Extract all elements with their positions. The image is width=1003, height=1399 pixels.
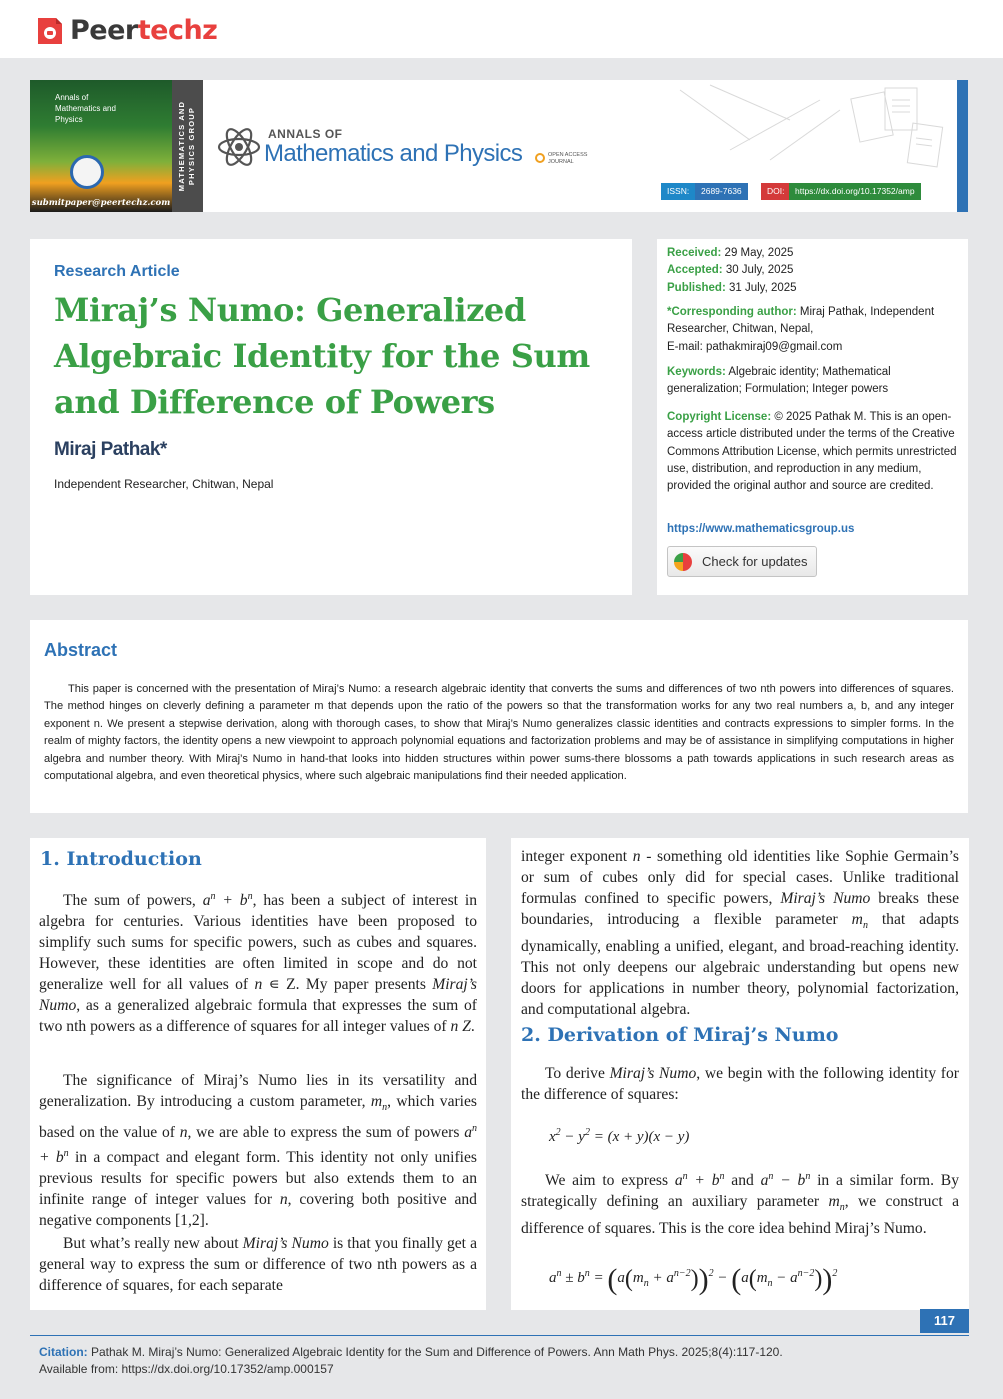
abstract-heading: Abstract xyxy=(44,640,118,660)
section-heading-derivation: 2. Derivation of Miraj’s Numo xyxy=(521,1024,839,1046)
citation-label: Citation: xyxy=(39,1345,88,1359)
published-date: 31 July, 2025 xyxy=(728,281,797,294)
intro-paragraph-2 xyxy=(39,1070,477,1231)
open-access-label xyxy=(548,152,587,165)
check-updates-label: Check for updates xyxy=(702,554,808,569)
abstract-text: This paper is concerned with the presentation of Miraj’s Numo: a research algebraic identity that converts the sums and differences of two nth powers into differences of squares. The method hinges on cleverly defining a parameter m that depends upon the ratio of the powers so that the transformation works for any two real numbers a, b, and any integer exponent n. We present a stepwise derivation, along with thorough cases, to show that Miraj’s Numo generalizes classic identities and contracts expressions to simpler forms. In the realm of mighty factors, the identity opens a new viewpoint to approach polynomial equations and factorization problems and may be of assistance in simplifying computations in higher algebra and number theory. With Miraj’s Numo in hand-that looks into hidden structures within power sums-there blossoms a path towards applications in such research areas as computational algebra, and even theoretical physics, where such algebraic manipulations find their needed application. xyxy=(44,683,954,783)
text-run-italic: Miraj’s Numo xyxy=(780,890,871,907)
math-sum-powers: $a^n + b^n$ xyxy=(674,1171,725,1190)
published-label: Published: xyxy=(667,281,726,294)
accepted-label: Accepted: xyxy=(667,264,723,277)
math-n: n xyxy=(632,848,641,865)
math-sum-powers: $a^n + b^n$ xyxy=(39,1123,477,1167)
text-run: , covering both positive and negative components [1,2]. xyxy=(39,1191,477,1230)
text-run: , as a generalized algebraic formula that expresses the sum of two nth powers as a difference of squares for all integer values of xyxy=(39,997,477,1036)
math-n-in-z: n xyxy=(254,976,263,994)
decorative-document-icons xyxy=(670,80,960,180)
math-n: n xyxy=(279,1191,288,1209)
text-run: The sum of powers, xyxy=(63,892,203,910)
author-affiliation: Independent Researcher, Chitwan, Nepal xyxy=(54,477,274,491)
copyright-text: © 2025 Pathak M. This is an open-access article distributed under the terms of the Creative Commons Attribution License, which permits unrestricted use, distribution, and reproduction in any medium, provided the original author and source are credited. xyxy=(667,411,957,493)
oa-line: JOURNAL xyxy=(548,158,574,165)
accepted-row xyxy=(667,262,959,279)
text-run: integer exponent xyxy=(521,848,633,865)
math-diff-powers: $a^n - b^n$ xyxy=(760,1171,811,1190)
doi-link[interactable]: https://dx.doi.org/10.17352/amp xyxy=(789,183,921,200)
derivation-paragraph-1 xyxy=(521,1063,959,1105)
text-run-italic: Miraj’s Numo xyxy=(242,1235,329,1252)
banner-accent-strip xyxy=(957,80,968,212)
keywords-text: Algebraic identity; Mathematical generalization; Formulation; Integer powers xyxy=(667,366,891,396)
text-run: We aim to express xyxy=(545,1172,675,1190)
text-run: , has been a subject of interest in algebra for centuries. Various identities have been proposed to simplify such sums for specific powers, such as cubes and squares. However, these identities are often limited in scope and do not generalize well for all values of xyxy=(39,892,477,994)
text-run: in a compact and elegant form. This identity not only unifies previous results for specific powers but also extends them to an infinite range of integer values for xyxy=(39,1149,477,1209)
citation-block xyxy=(39,1344,959,1378)
title-card xyxy=(30,239,632,595)
received-date: 29 May, 2025 xyxy=(724,247,794,259)
corresponding-author xyxy=(667,304,959,356)
received-label: Received: xyxy=(667,247,722,259)
check-updates-icon xyxy=(674,553,692,571)
publisher-header xyxy=(0,0,1003,58)
intro-paragraph-3 xyxy=(39,1233,477,1296)
text-run-italic: Miraj’s Numo xyxy=(39,976,477,1015)
issn-badge xyxy=(661,183,751,200)
right-column xyxy=(511,838,969,1310)
cover-title-line: Mathematics and xyxy=(55,104,116,113)
math-m-n: $m_n$ xyxy=(828,1193,845,1214)
text-run: and xyxy=(724,1172,761,1190)
received-row xyxy=(667,245,959,262)
atom-icon xyxy=(216,120,262,174)
copyright-block xyxy=(667,409,959,495)
text-run: The significance of Miraj’s Numo lies in its versatility and generalization. By introducing a custom parameter, xyxy=(39,1072,477,1110)
citation-text: Pathak M. Miraj’s Numo: Generalized Algebraic Identity for the Sum and Difference of Powers. Ann Math Phys. 2025;8(4):117-120. xyxy=(91,1345,783,1359)
cover-title xyxy=(55,92,116,125)
text-run: , we begin with the following identity for the difference of squares: xyxy=(521,1065,959,1103)
article-dates xyxy=(667,245,959,297)
copyright-label: Copyright License: xyxy=(667,411,772,423)
math-m-n: $m_n$ xyxy=(370,1093,388,1114)
section-heading-introduction: 1. Introduction xyxy=(40,848,202,870)
journal-banner xyxy=(30,80,968,212)
math-m-n: $m_n$ xyxy=(851,911,868,932)
group-tab xyxy=(172,80,203,212)
issn-label: ISSN: xyxy=(661,183,695,200)
text-run: To derive xyxy=(545,1065,610,1082)
journal-title-small: ANNALS OF xyxy=(268,127,343,141)
intro-paragraph-1: The sum of powers, $a^n + b^n$, has been a subject of interest in algebra for centuries. Various identities have been proposed to simplify such sums for specific powers, such as cubes and squares. However, these identities are often limited in scope and do not generalize well for all values of n ∊ Z. My paper presents Miraj’s Numo, as a generalized algebraic formula that expresses the sum of two nth powers as a difference of squares for all integer values of n Z. xyxy=(39,891,477,1036)
author-email[interactable]: E-mail: pathakmiraj09@gmail.com xyxy=(667,340,843,353)
journal-title: Mathematics and Physics xyxy=(264,140,523,167)
article-title: Miraj’s Numo: Generalized Algebraic Identity for the Sum and Difference of Powers xyxy=(54,291,590,421)
check-for-updates-button[interactable] xyxy=(667,546,817,577)
text-run: is that you finally get a general way to express the sum or difference of two nth powers as a difference of squares, for each separate xyxy=(39,1235,477,1294)
text-run-italic: Miraj’s Numo xyxy=(609,1065,697,1082)
text-run: - something old identities like Sophie Germain’s or sum of cubes only did for special cases. Unlike traditional formulas confined to specific powers, xyxy=(521,848,959,907)
corresponding-label: *Corresponding author: xyxy=(667,306,797,318)
cover-email: submitpaper@peertechz.com xyxy=(31,198,171,208)
text-run: , we are able to express the sum of powers xyxy=(187,1124,465,1142)
article-info-card xyxy=(657,239,968,595)
abstract-card xyxy=(30,620,968,813)
journal-cover-image xyxy=(30,80,172,212)
doi-label: DOI: xyxy=(761,183,790,200)
group-label: MATHEMATICS AND PHYSICS GROUP xyxy=(177,100,196,192)
doi-badge[interactable] xyxy=(761,183,943,200)
text-run: . xyxy=(470,1018,475,1036)
citation-available[interactable]: Available from: https://dx.doi.org/10.17352/amp.000157 xyxy=(39,1362,334,1376)
page-number: 117 xyxy=(920,1309,969,1333)
corresponding-text: Miraj Pathak, Independent Researcher, Chitwan, Nepal, xyxy=(667,306,935,336)
text-run: , which varies based on the value of xyxy=(39,1093,478,1142)
issn-value: 2689-7636 xyxy=(695,183,748,200)
peertechz-logo-text[interactable] xyxy=(70,14,217,48)
equation-difference-of-squares: $x^2 - y^2 = (x + y)(x - y)$ xyxy=(549,1127,690,1145)
open-access-icon xyxy=(535,153,545,163)
derivation-paragraph-2 xyxy=(521,1166,959,1239)
text-run: . My paper presents xyxy=(295,976,433,994)
text-run: , we construct a difference of squares. This is the core idea behind Miraj’s Numo. xyxy=(521,1193,959,1238)
peertechz-logo-icon xyxy=(32,14,66,48)
brand-name-part2: techz xyxy=(137,15,218,46)
cover-title-line: Annals of xyxy=(55,93,89,102)
math-sum-powers: $a^n + b^n$ xyxy=(202,891,253,910)
published-row xyxy=(667,280,959,297)
cover-logo-icon xyxy=(70,155,104,189)
text-run-italic: n Z xyxy=(450,1018,471,1036)
cover-title-line: Physics xyxy=(55,115,83,124)
keywords-label: Keywords: xyxy=(667,366,726,378)
article-author[interactable]: Miraj Pathak* xyxy=(54,439,167,460)
intro-paragraph-3-continued xyxy=(521,846,959,1020)
text-run: in a similar form. By strategically defining an auxiliary parameter xyxy=(521,1172,960,1211)
equation-mirajs-numo: $a^n \pm b^n = (a(m_n + a^{n-2}))^2 - (a(m_n - a^{n-2}))^2$ xyxy=(549,1263,838,1296)
website-link[interactable]: https://www.mathematicsgroup.us xyxy=(667,523,855,535)
text-run: breaks these boundaries, introducing a flexible parameter xyxy=(521,890,959,928)
math-n: n xyxy=(179,1124,188,1142)
oa-line: OPEN ACCESS xyxy=(548,152,588,158)
brand-name-part1: Peer xyxy=(70,15,138,46)
citation-divider xyxy=(30,1335,969,1336)
left-column xyxy=(30,838,486,1310)
article-type: Research Article xyxy=(54,263,180,280)
keywords-block xyxy=(667,364,959,399)
text-run: that adapts dynamically, enabling a unified, elegant, and broad-reaching identity. This not only deepens our algebraic understanding but opens new doors for applications in number theory, polynomial factorization, and computational algebra. xyxy=(521,911,959,1019)
text-run: But what’s really new about xyxy=(63,1235,243,1252)
accepted-date: 30 July, 2025 xyxy=(725,264,794,277)
